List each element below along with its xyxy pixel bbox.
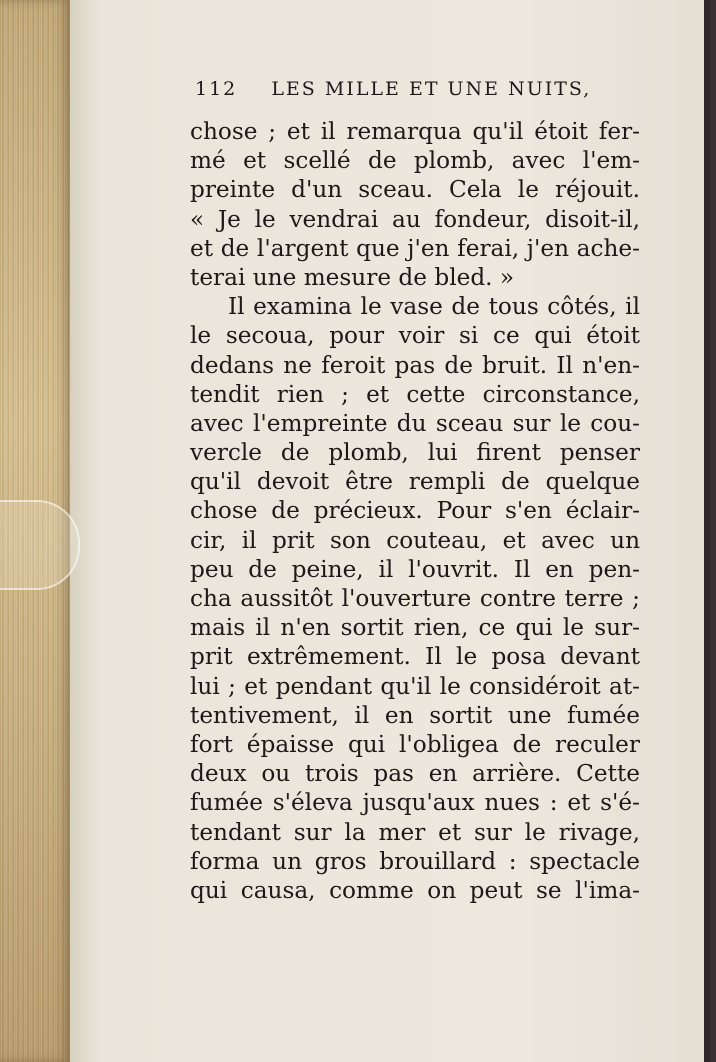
text-line: qui causa, comme on peut se l'ima- bbox=[190, 876, 640, 904]
running-title: LES MILLE ET UNE NUITS, bbox=[271, 78, 592, 100]
text-line: lui ; et pendant qu'il le considéroit at- bbox=[190, 672, 640, 700]
text-line: prit extrêmement. Il le posa devant bbox=[190, 643, 640, 671]
page-number: 112 bbox=[195, 78, 238, 100]
text-line: tendant sur la mer et sur le rivage, bbox=[190, 818, 640, 846]
text-line: avec l'empreinte du sceau sur le cou- bbox=[190, 409, 640, 437]
text-line: dedans ne feroit pas de bruit. Il n'en- bbox=[190, 351, 640, 379]
text-line: « Je le vendrai au fondeur, disoit-il, bbox=[190, 205, 640, 233]
text-line: Il examina le vase de tous côtés, il bbox=[228, 293, 640, 321]
text-line: vercle de plomb, lui firent penser bbox=[190, 439, 640, 467]
text-line: mé et scellé de plomb, avec l'em- bbox=[190, 147, 640, 175]
text-line: cha aussitôt l'ouverture contre terre ; bbox=[190, 585, 640, 612]
text-line: peu de peine, il l'ouvrit. Il en pen- bbox=[190, 555, 640, 583]
gutter-shadow bbox=[704, 0, 710, 1062]
text-line: qu'il devoit être rempli de quelque bbox=[190, 468, 640, 496]
text-line: tentivement, il en sortit une fumée bbox=[190, 701, 640, 729]
text-line: preinte d'un sceau. Cela le réjouit. bbox=[190, 176, 640, 204]
text-line: et de l'argent que j'en ferai, j'en ache- bbox=[190, 234, 640, 262]
text-line: mais il n'en sortit rien, ce qui le sur- bbox=[190, 614, 640, 642]
text-line: deux ou trois pas en arrière. Cette bbox=[190, 760, 640, 788]
text-line: cir, il prit son couteau, et avec un bbox=[190, 526, 640, 554]
text-line: le secoua, pour voir si ce qui étoit bbox=[190, 322, 640, 350]
page-tab-marker bbox=[0, 500, 80, 590]
text-line: chose de précieux. Pour s'en éclair- bbox=[190, 497, 640, 525]
running-header bbox=[195, 78, 615, 100]
text-line: terai une mesure de bled. » bbox=[190, 263, 515, 291]
text-line: tendit rien ; et cette circonstance, bbox=[190, 380, 640, 408]
body-text bbox=[190, 117, 640, 905]
text-line: forma un gros brouillard : spectacle bbox=[190, 847, 640, 875]
text-line: chose ; et il remarqua qu'il étoit fer- bbox=[190, 118, 640, 145]
text-line: fumée s'éleva jusqu'aux nues : et s'é- bbox=[190, 789, 640, 817]
text-line: fort épaisse qui l'obligea de reculer bbox=[190, 730, 640, 758]
